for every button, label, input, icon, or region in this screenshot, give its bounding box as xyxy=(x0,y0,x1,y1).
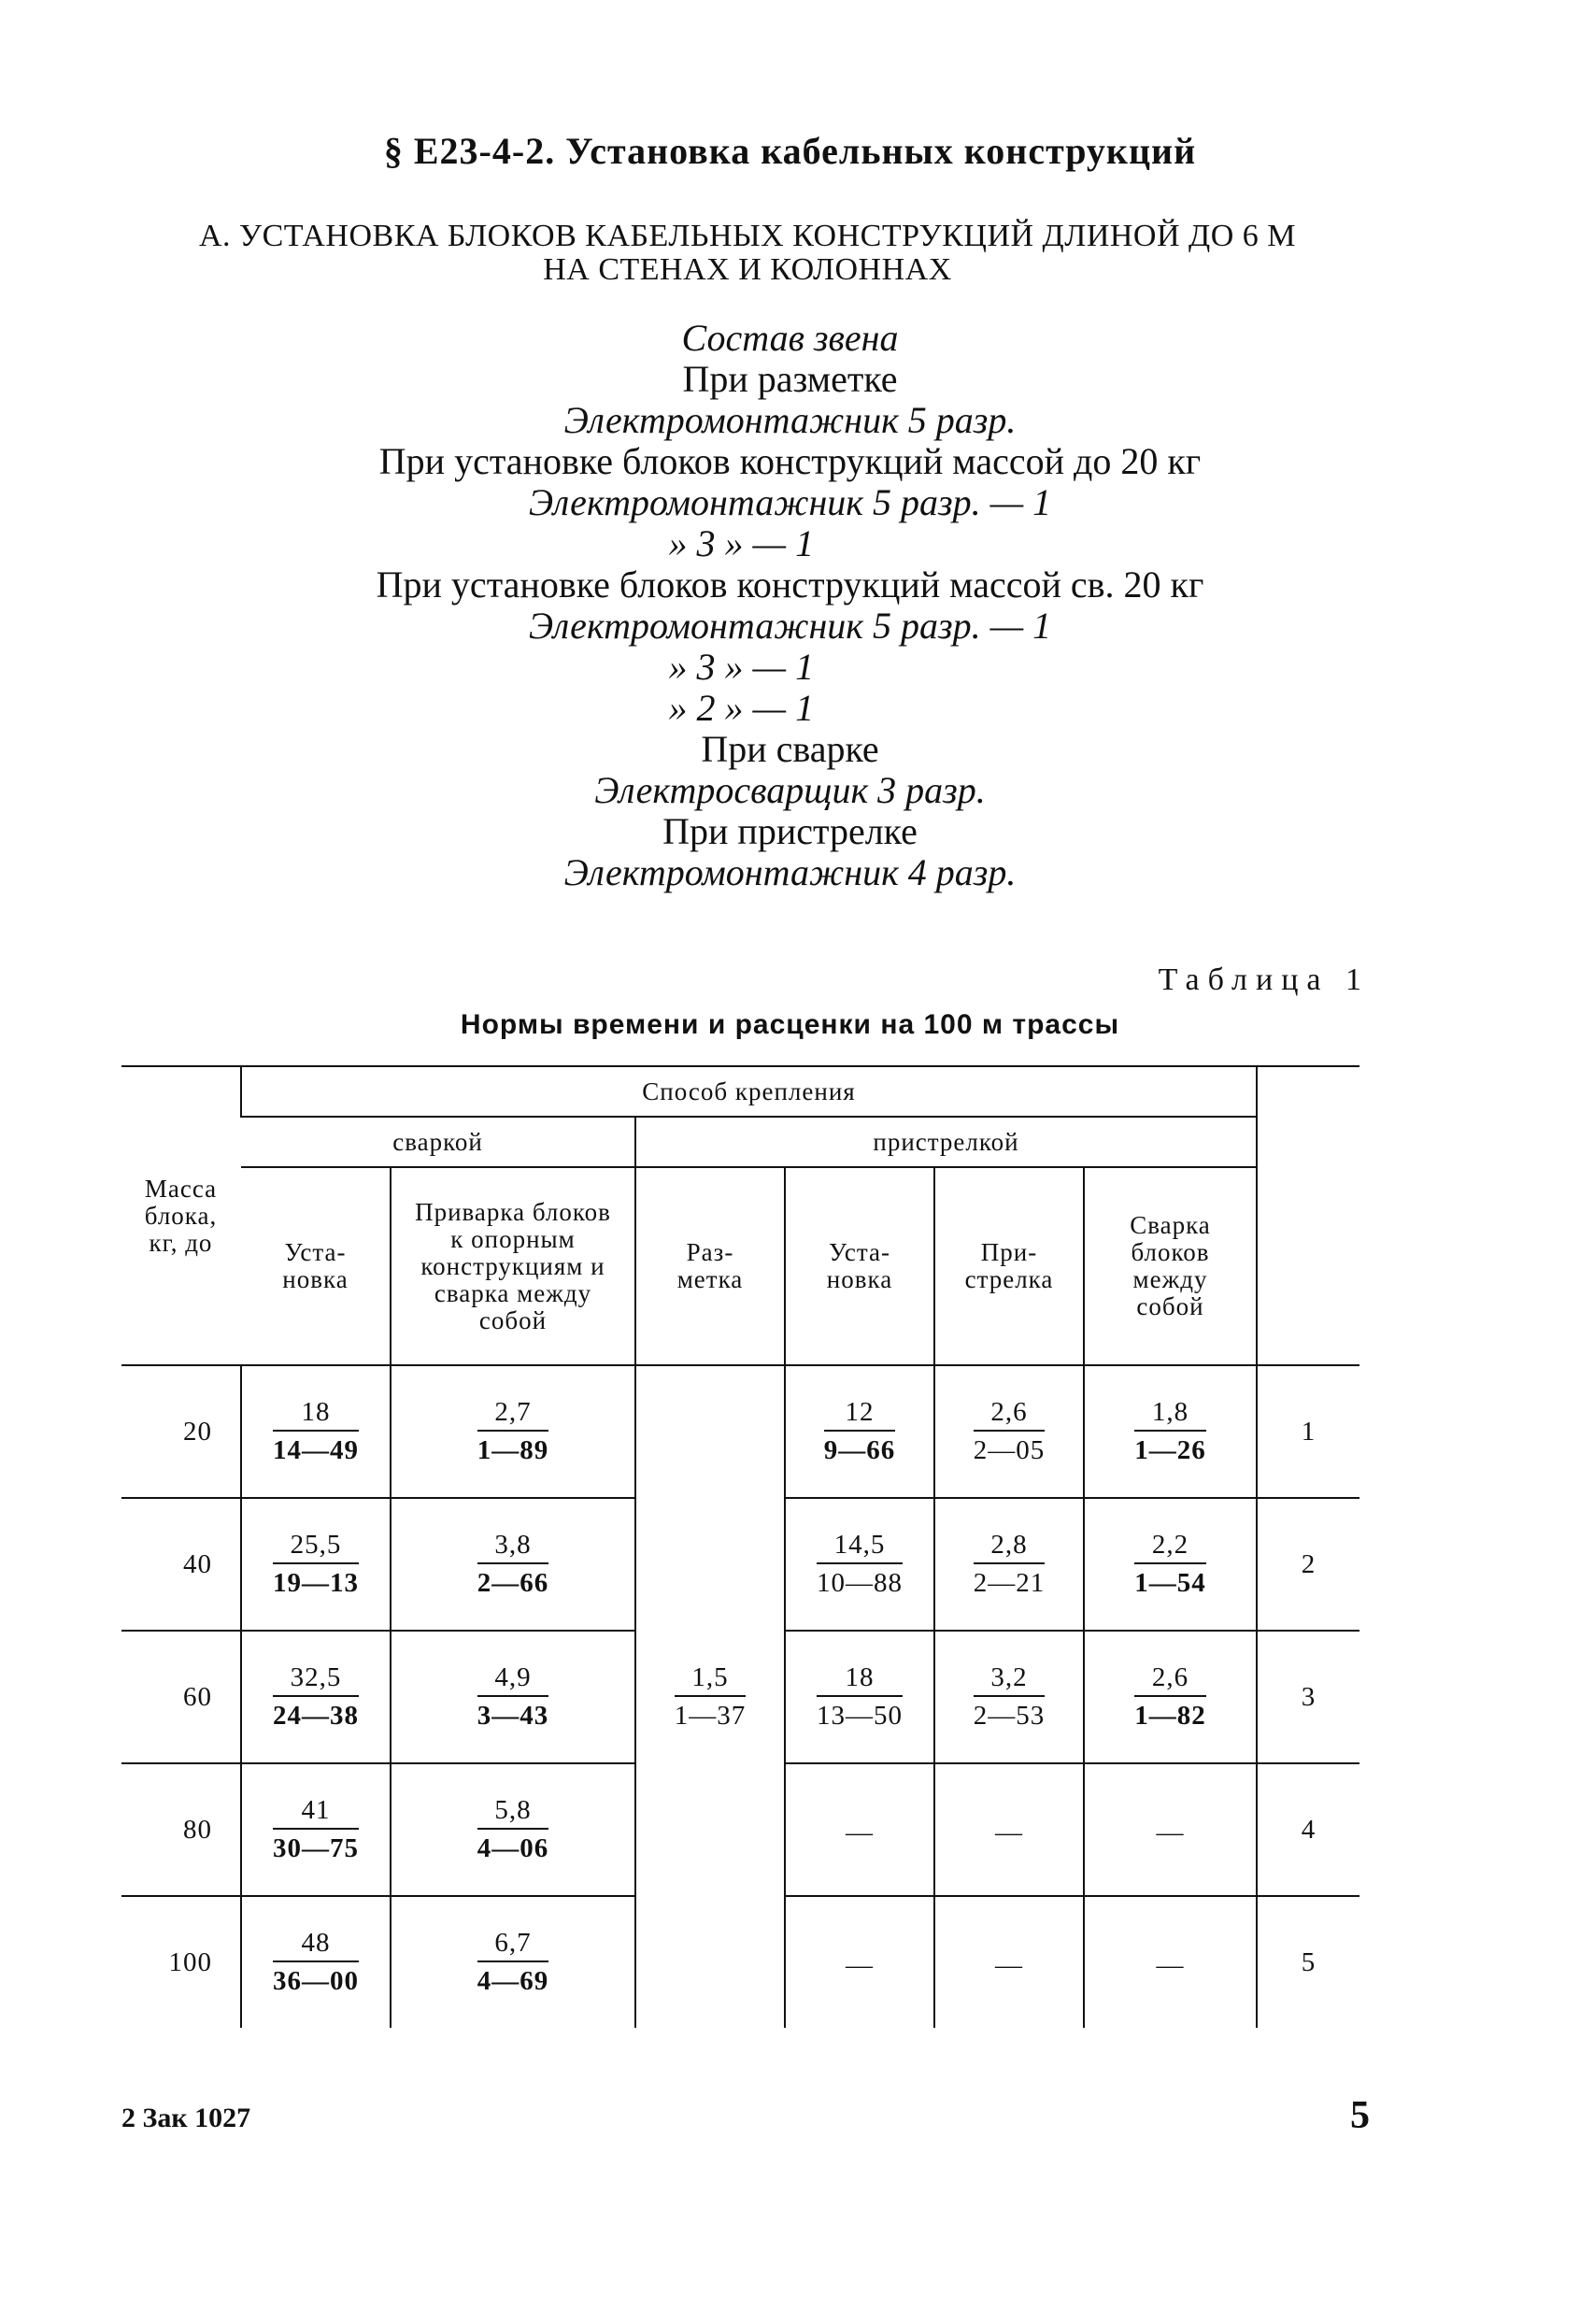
frac-den: 19—13 xyxy=(273,1568,359,1598)
frac-num: 2,6 xyxy=(1134,1664,1206,1697)
table-row xyxy=(121,1365,1359,1498)
cell-s-install xyxy=(785,1498,934,1631)
norms-table xyxy=(121,1065,1359,2028)
cell-s-weld xyxy=(1084,1365,1257,1498)
light-worker-2: » 3 » — 1 xyxy=(668,522,815,564)
cell-s-weld xyxy=(1084,1896,1257,2028)
frac-den: 13—50 xyxy=(817,1701,903,1731)
cell-s-weld xyxy=(1084,1763,1257,1896)
subtitle-line-1: А. УСТАНОВКА БЛОКОВ КАБЕЛЬНЫХ КОНСТРУКЦИЙ ДЛИНОЙ ДО 6 М xyxy=(198,219,1297,253)
header-s-mark: Раз-метка xyxy=(635,1167,785,1365)
frac-num: 48 xyxy=(273,1930,359,1962)
mass-cell: 60 xyxy=(121,1631,241,1763)
frac-num: 5,8 xyxy=(477,1797,549,1830)
frac-num: 12 xyxy=(824,1399,896,1432)
frac-num: 32,5 xyxy=(273,1664,359,1697)
cell-s-shoot xyxy=(934,1896,1084,2028)
subtitle-line-2: НА СТЕНАХ И КОЛОННАХ xyxy=(543,252,952,287)
header-rownum-col xyxy=(1257,1066,1359,1365)
table-caption: Нормы времени и расценки на 100 м трассы xyxy=(460,1009,1120,1040)
frac-den: 3—43 xyxy=(477,1701,549,1731)
shooting-title: При пристрелке xyxy=(662,810,918,852)
frac-den: 1—82 xyxy=(1134,1701,1206,1731)
frac-num: 18 xyxy=(817,1664,903,1697)
cell-s-install xyxy=(785,1896,934,2028)
cell-w-weld xyxy=(391,1896,635,2028)
cell-s-install xyxy=(785,1763,934,1896)
marking-title: При разметке xyxy=(682,358,898,400)
cell-s-install xyxy=(785,1631,934,1763)
header-s-shoot: При-стрелка xyxy=(934,1167,1084,1365)
frac-num: 41 xyxy=(273,1797,359,1830)
header-welding: сваркой xyxy=(241,1117,635,1167)
frac-num: 25,5 xyxy=(273,1532,359,1564)
frac-den: 30—75 xyxy=(273,1833,359,1863)
cell-w-install xyxy=(241,1498,391,1631)
row-number: 3 xyxy=(1257,1631,1359,1763)
heavy-worker-2: » 3 » — 1 xyxy=(668,646,815,688)
cell-w-weld xyxy=(391,1763,635,1896)
welding-title: При сварке xyxy=(701,728,879,770)
frac-num: 3,8 xyxy=(477,1532,549,1564)
row-number: 1 xyxy=(1257,1365,1359,1498)
crew-composition xyxy=(0,318,1580,893)
table-label: Таблица 1 xyxy=(1158,962,1370,997)
frac-den: 24—38 xyxy=(273,1701,359,1731)
page-number: 5 xyxy=(1350,2094,1370,2137)
dash: — xyxy=(846,1949,874,1980)
cell-s-shoot xyxy=(934,1365,1084,1498)
header-w-weld: Приварка блоков к опорным конструкциям и сварка между собой xyxy=(391,1167,635,1365)
marking-worker: Электромонтажник 5 разр. xyxy=(563,399,1017,441)
cell-w-weld xyxy=(391,1498,635,1631)
mass-cell: 40 xyxy=(121,1498,241,1631)
cell-w-weld xyxy=(391,1631,635,1763)
cell-w-install xyxy=(241,1763,391,1896)
light-install-title: При установке блоков конструкций массой до 20 кг xyxy=(378,440,1202,482)
frac-den: 14—49 xyxy=(273,1435,359,1465)
dash: — xyxy=(846,1817,874,1847)
heavy-worker-3: » 2 » — 1 xyxy=(668,687,815,729)
frac-num: 2,7 xyxy=(477,1399,549,1432)
dash: — xyxy=(1156,1817,1185,1847)
frac-den: 2—66 xyxy=(477,1568,549,1598)
dash: — xyxy=(995,1817,1023,1847)
cell-w-install xyxy=(241,1365,391,1498)
frac-den: 4—06 xyxy=(477,1833,549,1863)
header-method: Способ крепления xyxy=(241,1066,1257,1117)
heavy-install-title: При установке блоков конструкций массой св. 20 кг xyxy=(376,563,1204,606)
cell-s-weld xyxy=(1084,1498,1257,1631)
mass-cell: 100 xyxy=(168,1946,212,1977)
cell-s-mark xyxy=(635,1365,785,2028)
frac-den: 1—37 xyxy=(674,1701,747,1731)
frac-num: 4,9 xyxy=(477,1664,549,1697)
frac-den: 1—26 xyxy=(1134,1435,1206,1465)
header-shooting: пристрелкой xyxy=(635,1117,1257,1167)
cell-w-weld xyxy=(391,1365,635,1498)
cell-w-install xyxy=(241,1631,391,1763)
frac-den: 2—53 xyxy=(973,1701,1046,1731)
cell-s-shoot xyxy=(934,1631,1084,1763)
frac-den: 9—66 xyxy=(823,1435,896,1465)
mass-cell: 20 xyxy=(121,1365,241,1498)
frac-den: 1—89 xyxy=(477,1435,549,1465)
heavy-worker-1: Электромонтажник 5 разр. — 1 xyxy=(528,605,1052,647)
cell-w-install xyxy=(241,1896,391,2028)
dash: — xyxy=(1156,1949,1185,1980)
frac-num: 2,2 xyxy=(1134,1532,1206,1564)
row-number: 4 xyxy=(1257,1763,1359,1896)
frac-den: 4—69 xyxy=(477,1966,549,1996)
shooting-worker: Электромонтажник 4 разр. xyxy=(563,851,1017,893)
cell-s-install xyxy=(785,1365,934,1498)
frac-num: 1,8 xyxy=(1134,1399,1206,1432)
cell-s-shoot xyxy=(934,1763,1084,1896)
frac-num: 2,8 xyxy=(974,1532,1046,1564)
header-mass: Масса блока, кг, до xyxy=(121,1066,241,1365)
frac-den: 10—88 xyxy=(817,1568,903,1598)
mass-cell: 80 xyxy=(121,1763,241,1896)
frac-den: 36—00 xyxy=(273,1966,359,1996)
cell-s-weld xyxy=(1084,1631,1257,1763)
frac-den: 2—05 xyxy=(973,1435,1046,1465)
header-s-install: Уста-новка xyxy=(785,1167,934,1365)
row-number: 2 xyxy=(1257,1498,1359,1631)
header-w-install: Уста-нoвка xyxy=(241,1167,391,1365)
frac-num: 3,2 xyxy=(974,1664,1046,1697)
frac-num: 18 xyxy=(273,1399,359,1432)
row-number: 5 xyxy=(1257,1896,1359,2028)
frac-den: 2—21 xyxy=(973,1568,1046,1598)
frac-num: 1,5 xyxy=(675,1664,747,1697)
subtitle xyxy=(93,220,1402,287)
frac-num: 6,7 xyxy=(477,1930,549,1962)
crew-heading: Состав звена xyxy=(681,317,899,359)
section-title: § Е23-4-2. Установка кабельных конструкций xyxy=(383,130,1197,172)
frac-num: 2,6 xyxy=(974,1399,1046,1432)
dash: — xyxy=(995,1949,1023,1980)
light-worker-1: Электромонтажник 5 разр. — 1 xyxy=(528,481,1052,523)
print-order-note: 2 Зак 1027 xyxy=(121,2103,251,2133)
header-s-weld: Сварка блоков между собой xyxy=(1084,1167,1257,1365)
frac-num: 14,5 xyxy=(817,1532,903,1564)
cell-s-shoot xyxy=(934,1498,1084,1631)
welding-worker: Электросварщик 3 разр. xyxy=(594,769,986,811)
frac-den: 1—54 xyxy=(1134,1568,1206,1598)
